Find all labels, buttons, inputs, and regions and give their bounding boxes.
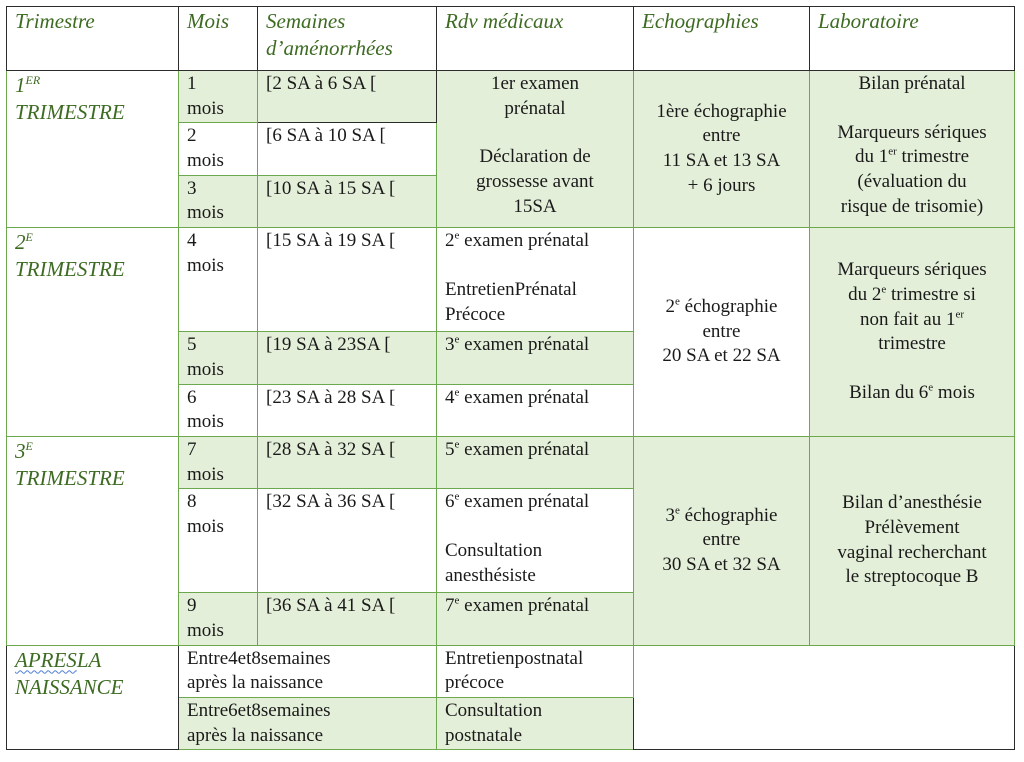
month-1-cell: 1 mois [179, 71, 258, 123]
header-row [7, 7, 1015, 71]
header-semaines: Semaines d’aménorrhées [258, 7, 437, 71]
month-7-cell: 7 mois [179, 436, 258, 488]
month-7-range: [28 SA à 32 SA [ [258, 436, 437, 488]
labo-trimester-1: Bilan prénatal Marqueurs sériques du 1er trimestre (évaluation du risque de trisomie) [810, 71, 1015, 228]
row-month-7 [7, 436, 1015, 488]
echo-trimester-2: 2e échographie entre 20 SA et 22 SA [634, 228, 810, 437]
after-birth-period-2: Entre6et8semaines après la naissance [179, 698, 437, 750]
rdv-month-4: 2e examen prénatal EntretienPrénatal Précoce [437, 228, 634, 332]
rdv-month-9: 7e examen prénatal [437, 593, 634, 645]
month-1-range: [2 SA à 6 SA [ [258, 71, 437, 123]
month-4-range: [15 SA à 19 SA [ [258, 228, 437, 332]
month-3-range: [10 SA à 15 SA [ [258, 175, 437, 227]
month-9-cell: 9 mois [179, 593, 258, 645]
month-4-cell: 4 mois [179, 228, 258, 332]
header-echo: Echographies [634, 7, 810, 71]
month-3-cell: 3 mois [179, 175, 258, 227]
after-birth-period-1: Entre4et8semaines après la naissance [179, 645, 437, 697]
rdv-month-8: 6e examen prénatal Consultation anesthésiste [437, 489, 634, 593]
month-8-range: [32 SA à 36 SA [ [258, 489, 437, 593]
rdv-month-5: 3e examen prénatal [437, 332, 634, 384]
rdv-month-6: 4e examen prénatal [437, 384, 634, 436]
after-birth-rdv-2: Consultation postnatale [437, 698, 634, 750]
row-month-1 [7, 71, 1015, 123]
header-trimestre: Trimestre [7, 7, 179, 71]
header-rdv: Rdv médicaux [437, 7, 634, 71]
after-birth-rdv-1: Entretienpostnatal précoce [437, 645, 634, 697]
after-birth-label: APRESLA NAISSANCE [7, 645, 179, 750]
month-9-range: [36 SA à 41 SA [ [258, 593, 437, 645]
trimester-3-label: $3^E$ TRIMESTRE [7, 436, 179, 645]
labo-trimester-2: Marqueurs sériques du 2e trimestre si non fait au 1er trimestre Bilan du 6e mois [810, 228, 1015, 437]
after-birth-empty [634, 645, 1015, 750]
echo-trimester-3: 3e échographie entre 30 SA et 32 SA [634, 436, 810, 645]
month-5-cell: 5 mois [179, 332, 258, 384]
rdv-month-7: 5e examen prénatal [437, 436, 634, 488]
echo-trimester-1: 1ère échographie entre 11 SA et 13 SA + 6 jours [634, 71, 810, 228]
trimester-2-label: $2^E$ TRIMESTRE [7, 228, 179, 437]
row-month-4 [7, 228, 1015, 332]
rdv-trimester-1: 1er examen prénatal Déclaration de grossesse avant 15SA [437, 71, 634, 228]
month-2-range: [6 SA à 10 SA [ [258, 123, 437, 175]
month-6-cell: 6 mois [179, 384, 258, 436]
pregnancy-schedule-table [6, 6, 1015, 750]
row-after-birth-1 [7, 645, 1015, 697]
month-6-range: [23 SA à 28 SA [ [258, 384, 437, 436]
header-mois: Mois [179, 7, 258, 71]
month-8-cell: 8 mois [179, 489, 258, 593]
header-labo: Laboratoire [810, 7, 1015, 71]
month-2-cell: 2 mois [179, 123, 258, 175]
labo-trimester-3: Bilan d’anesthésie Prélèvement vaginal recherchant le streptocoque B [810, 436, 1015, 645]
trimester-1-label: 1ER TRIMESTRE [7, 71, 179, 228]
month-5-range: [19 SA à 23SA [ [258, 332, 437, 384]
